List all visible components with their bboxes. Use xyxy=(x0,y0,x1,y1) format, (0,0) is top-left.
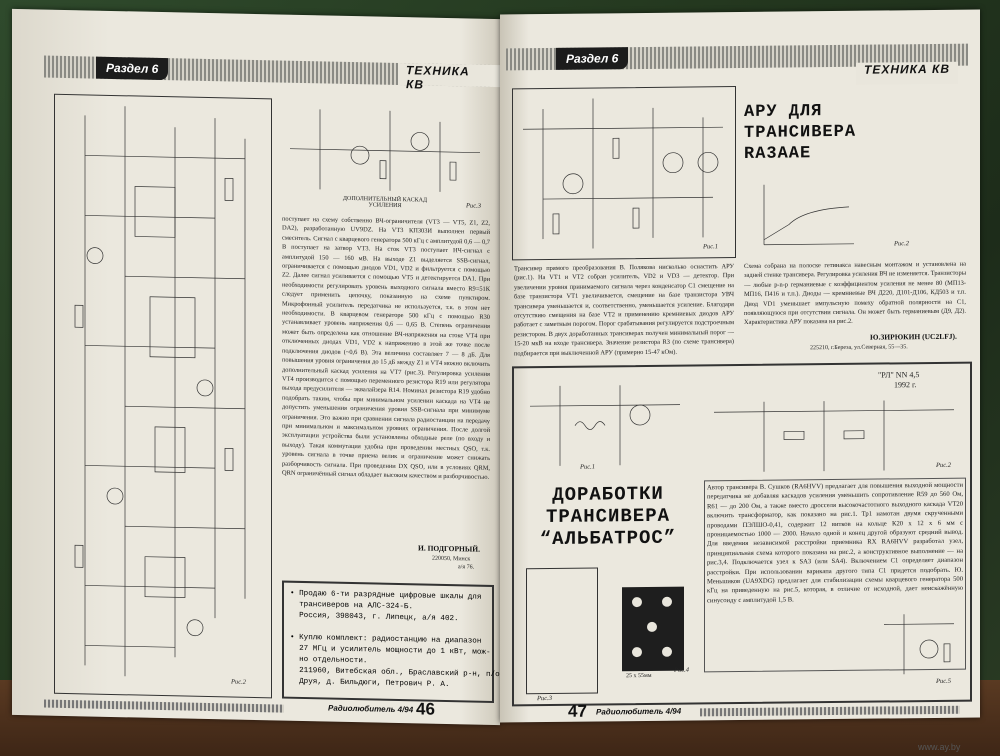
aru-schematic-drawing xyxy=(513,87,735,259)
albatros-fig2 xyxy=(704,390,962,477)
fig2-label: Рис.2 xyxy=(894,240,909,248)
aru-right-text: Схема собрана на полоске гетинакса навесным монтажом и установлена на задней стенке трансивера. Регулировка усиления ВЧ не изменяется. Транзисторы — любые p-n-p германиевые с коэффициентом усиления не менее 80 (МП13-МП16, П416 и т.п.). Диоды — кремниевые ВЧ Д220, Д101-Д106, КД503 и т.п. Диод VD1 уменьшает импульсную помеху обратной полярности на С1, появляющуюся при отсутствии сигнала. Он может быть германиевым (Д9, Д2). Характеристика АРУ показана на рис.2. xyxy=(744,260,966,327)
aru-intro-text: Трансивер прямого преобразования В. Полякова нисколько оснастить АРУ (рис.1). На VT1 и VT2 собран усилитель, VD2 и VD3 — детектор. При увеличении уровня принимаемого сигнала через конденсатор С1 смещение на базе транзистора VT1 увеличивается, смещение на базе транзистора УВЧ трансивера уменьшается и, соответственно, уменьшается усиление. Благодаря отсутствию смещения на базе VT2 и применению кремниевых диодов АРУ работает с заметным порогом. Порог срабатывания регулируется подстроечным резистором. В двух доработанных трансиверах получен минимальный порог — 15-20 мкВ на входе трансивера. Значение резистора R3 (по схеме трансивера) подбирается при выключенной АРУ (примерно 15-47 кОм). xyxy=(514,263,734,358)
albatros-fig1-label: Рис.1 xyxy=(580,463,595,471)
aru-graph-drawing xyxy=(744,178,962,260)
source-ref-line1: "РЛ" NN 4,5 xyxy=(878,370,920,380)
pcb-drawing xyxy=(622,587,684,672)
fig2-label: Рис.2 xyxy=(231,678,246,686)
albatros-pcb-fig4 xyxy=(622,587,684,672)
footer-bar xyxy=(700,706,960,717)
page-number: 47 xyxy=(568,701,587,721)
fig3-label: Рис.3 xyxy=(466,202,481,210)
ad-line: • Продаю 6-ти разрядные цифровые шкалы для xyxy=(290,589,482,602)
header-title: ТЕХНИКА КВ xyxy=(398,63,500,87)
aru-article-title xyxy=(744,100,964,165)
author-address-line1: 220050, Минск xyxy=(432,555,471,563)
left-page xyxy=(12,9,500,725)
article-body: поступает на схему собственно ВЧ-ограничителя (VT3 — VT5, Z1, Z2, DA2), разработанную UV9DZ. На VT3 КП303И выполнен первый смеситель. Сигнал с кварцевого генератора 500 кГц с амплитудой 0,6 — 0,7 В поступает на затвор VT3. На сток VT3 поступает НЧ-сигнал с амплитудой 150 — 160 мВ. На выходе Z1 выделяется SSB-сигнал, ограничивается с помощью диодов VD1, VD2 и фильтруется с помощью Z2. Далее сигнал усиливается с помощью VT5 и детектируется DA1. При необходимости регулировать уровень выходного сигнала вместо R9=51К следует применить цепочку, показанную на схеме пунктиром. Микрофонный усилитель передатчика не используется, т.к. в этом нет необходимости. В кварцевом генераторе 500 кГц с помощью R30 устанавливает уровень напряжения 0,6 — 0,65 В. Степень ограничения может быть определена как отношение ВЧ-напряжения на стоке VT4 при отключенных диодах VD1, VD2 к напряжению в этой же точке после подключения диодов (~0,6 В). Эта величина составляет 7 — 8 дБ. Для повышения уровня ограничения до 15 дБ между Z1 и VT4 можно включить дополнительный каскад усиления на VT7 (рис.3). Регулировка усиления VT4 производится с помощью переменного резистора R19 или регулятора выхода предусилителя — эквалайзера R14. Номинал резистора R19 удобно подобрать таким, чтобы при минимальном усилении каскада на VT4 не допустить уменьшения ограничения уровня SSB-сигнала при минимуме ограничения. Это важно при сравнении сигнала радиостанции на передачу при минимальном и максимальном уровнях ограничения. После долгой эксплуатации устройства были установлены обходные реле (по входу и выходу). Такая коммутация удобна при проведении местных QSO, т.к. уровень сигнала в точке приема велик и ограничение может снижать разборчивость сигнала. При проведении DX QSO, или в условиях QRM, QRN ограничённый сигнал обладает высоким качеством и разборчивостью. xyxy=(282,215,490,481)
aru-address: 225210, г.Береза, ул.Северная, 55—35. xyxy=(810,344,908,352)
schematic-fig3 xyxy=(280,99,490,215)
page-number: 46 xyxy=(416,699,435,719)
albatros-title-line: ТРАНСИВЕРА xyxy=(545,504,671,529)
section-label: Раздел 6 xyxy=(556,47,628,70)
albatros-title-line: ДОРАБОТКИ xyxy=(552,482,664,506)
albatros-fig1 xyxy=(520,375,688,477)
aru-title-line: RA3AAE xyxy=(744,144,812,164)
watermark: www.ay.by xyxy=(918,742,961,752)
fig1-label: Рис.1 xyxy=(703,243,718,251)
albatros-article-box xyxy=(512,362,972,707)
classified-ads-box xyxy=(282,581,500,703)
albatros-fig2-label: Рис.2 xyxy=(936,461,951,469)
ad-line: • Куплю комплект: радиостанцию на диапазон xyxy=(290,633,482,646)
author-address-line2: а/я 76. xyxy=(458,564,475,571)
schematic-drawing xyxy=(55,95,271,698)
aru-title-line: АРУ ДЛЯ xyxy=(744,102,823,122)
albatros-fig3 xyxy=(526,567,598,703)
ad-line: трансиверов на АЛС-324-Б. xyxy=(290,600,414,612)
footer-magazine: Радиолюбитель 4/94 xyxy=(596,706,682,717)
schematic-caption: ДОПОЛНИТЕЛЬНЫЙ КАСКАД УСИЛЕНИЯ xyxy=(342,195,428,210)
aru-author: Ю.ЗИРЮКИН (UC2LFJ). xyxy=(870,331,957,342)
albatros-text: Автор трансивера В. Сушков (RA6HVV) предлагает для повышения выходной мощности передатчика не добавляя каскадов усиления уменьшить сопротивление R59 до 560 Ом, R61 — до 200 Ом, а также вместо дросселя высокочастотного выходного каскада VT20 включить трансформатор, как показано на рис.1. Тр1 намотан двумя скрученными проводами ПЭЛШО-0,41, содержит 12 витков на кольце К20 x 12 x 6 мм с проницаемостью 1000 — 2000. Начало одной и конец другой образуют средний вывод. Для введения независимой расстройки приемника RX RA6HVV разработал узел, принципиальная схема которого показана на рис.2, а конструктивное выполнение — на рис.3,4. Подключается узел к SA3 (или SA4). Включением C1 определяет диапазон расстройки. При использовании варикапа другого типа C1 придется подобрать. Ю. Меньшиков (UA9XDG) предлагает для стабилизации схемы кварцевого генератора 500 кГц на приведенную на рис.5, которая, в отличие от исходной, дает неискажённую синусоиду с амплитудой 1,5 В. xyxy=(704,478,966,673)
schematic-fig2 xyxy=(54,94,272,699)
albatros-fig5-label: Рис.5 xyxy=(936,677,951,685)
author-name: И. ПОДГОРНЫЙ. xyxy=(418,543,480,554)
albatros-fig5 xyxy=(874,604,962,691)
albatros-title xyxy=(520,482,696,550)
albatros-title-line: “АЛЬБАТРОС” xyxy=(539,526,677,551)
albatros-fig3-label: Рис.3 xyxy=(537,694,552,703)
aru-title-line: ТРАНСИВЕРА xyxy=(744,122,857,143)
source-ref-line2: 1992 г. xyxy=(894,380,917,390)
section-label: Раздел 6 xyxy=(96,57,168,81)
right-page xyxy=(500,9,980,722)
albatros-fig4-label: Рис.4 xyxy=(674,666,689,674)
ad-line: 27 МГц и усилитель мощности до 1 кВт, мож- xyxy=(290,644,491,657)
albatros-fig1-drawing xyxy=(520,375,688,477)
footer-magazine: Радиолюбитель 4/94 xyxy=(328,703,414,715)
header-title: ТЕХНИКА КВ xyxy=(856,62,958,85)
ad-line: но отдельности. xyxy=(290,655,368,666)
ad-line: 211960, Витебская обл., Браславский р-н, п/о xyxy=(290,666,500,680)
ad-line: Россия, 398043, г. Липецк, а/я 402. xyxy=(290,611,459,624)
footer-bar xyxy=(44,700,284,713)
aru-schematic-fig1 xyxy=(512,86,736,260)
classified-ads xyxy=(290,589,500,692)
albatros-fig2-drawing xyxy=(704,390,962,477)
ad-line: Друя, д. Бильдюги, Петрович Р. А. xyxy=(290,677,450,690)
pcb-size: 25 x 55мм xyxy=(626,672,652,680)
aru-graph-fig2 xyxy=(744,178,962,260)
